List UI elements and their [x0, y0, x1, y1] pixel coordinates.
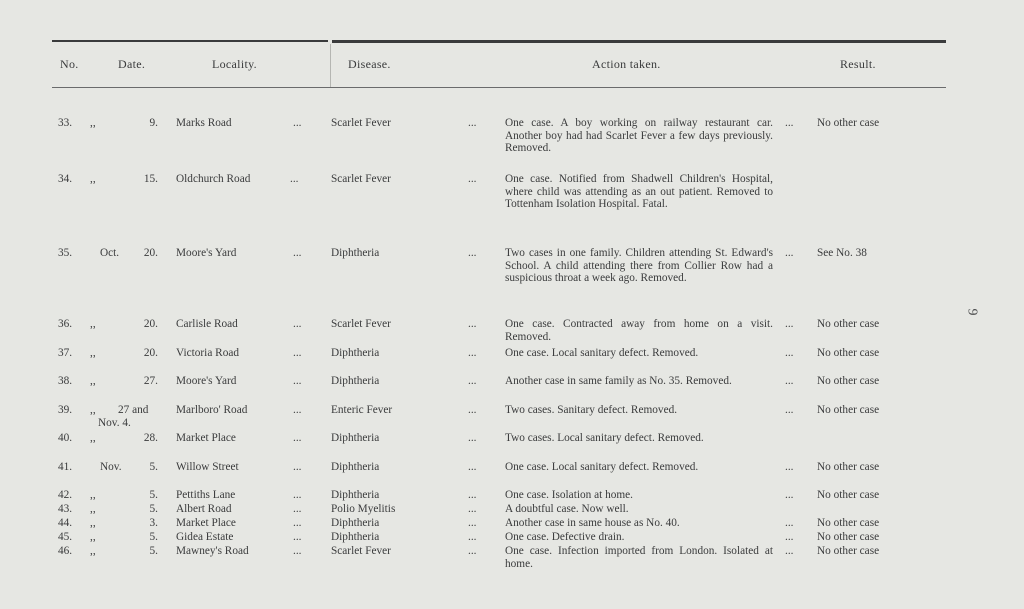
row-disease: Scarlet Fever: [331, 545, 391, 557]
row-action: One case. Infection imported from London. Isolated at home.: [505, 545, 773, 570]
leader-dots: ...: [785, 489, 794, 501]
leader-dots: ...: [468, 503, 477, 515]
leader-dots: ...: [785, 531, 794, 543]
row-month: ,,: [90, 503, 96, 515]
row-number: 43.: [58, 503, 73, 515]
row-result: No other case: [817, 117, 880, 129]
row-disease: Diphtheria: [331, 347, 380, 359]
leader-dots: ...: [293, 531, 302, 543]
row-action: Two cases. Sanitary defect. Removed.: [505, 404, 678, 416]
leader-dots: ...: [468, 489, 477, 501]
leader-dots: ...: [785, 545, 794, 557]
row-locality: Market Place: [176, 432, 236, 444]
row-locality: Willow Street: [176, 461, 239, 473]
row-month: ,,: [90, 173, 96, 185]
leader-dots: ...: [785, 318, 794, 330]
row-action: Another case in same house as No. 40.: [505, 517, 680, 529]
row-day: 5.: [149, 545, 158, 557]
row-locality: Albert Road: [176, 503, 232, 515]
row-number: 35.: [58, 247, 73, 259]
leader-dots: ...: [293, 347, 302, 359]
row-disease: Polio Myelitis: [331, 503, 396, 515]
row-month: ,,: [90, 347, 96, 359]
leader-dots: ...: [468, 404, 477, 416]
row-date-continuation: Nov. 4.: [98, 416, 131, 429]
header-action: Action taken.: [592, 57, 661, 71]
leader-dots: ...: [293, 503, 302, 515]
leader-dots: ...: [468, 173, 477, 185]
row-number: 33.: [58, 117, 73, 129]
row-locality: Moore's Yard: [176, 247, 237, 259]
top-rule-right: [332, 40, 946, 43]
leader-dots: ...: [468, 347, 477, 359]
row-result: See No. 38: [817, 247, 867, 259]
row-number: 34.: [58, 173, 73, 185]
leader-dots: ...: [293, 461, 302, 473]
leader-dots: ...: [468, 432, 477, 444]
row-month: ,,: [90, 489, 96, 501]
leader-dots: ...: [785, 517, 794, 529]
row-month: ,,: [90, 531, 96, 543]
leader-dots: ...: [468, 545, 477, 557]
leader-dots: ...: [293, 517, 302, 529]
row-action: One case. Isolation at home.: [505, 489, 633, 501]
header-rule: [52, 87, 946, 88]
leader-dots: ...: [785, 117, 794, 129]
leader-dots: ...: [785, 375, 794, 387]
row-action: Two cases. Local sanitary defect. Removed.: [505, 432, 704, 444]
leader-dots: ...: [293, 318, 302, 330]
header-result: Result.: [840, 57, 876, 71]
row-month: Oct.: [100, 247, 120, 259]
row-disease: Scarlet Fever: [331, 117, 391, 129]
row-day: 9.: [149, 117, 158, 129]
page-number: 9: [964, 308, 980, 316]
row-month: ,,: [90, 432, 96, 444]
row-day: 20.: [143, 347, 158, 359]
row-action: Another case in same family as No. 35. Removed.: [505, 375, 732, 387]
row-action: One case. Local sanitary defect. Removed.: [505, 347, 699, 359]
row-result: No other case: [817, 461, 880, 473]
row-day: 20.: [143, 318, 158, 330]
row-disease: Enteric Fever: [331, 404, 393, 416]
row-disease: Diphtheria: [331, 375, 380, 387]
leader-dots: ...: [293, 545, 302, 557]
row-day: 15.: [143, 173, 158, 185]
leader-dots: ...: [468, 517, 477, 529]
leader-dots: ...: [785, 461, 794, 473]
row-disease: Diphtheria: [331, 517, 380, 529]
row-action: One case. Contracted away from home on a visit. Removed.: [505, 318, 773, 343]
row-disease: Diphtheria: [331, 531, 380, 543]
row-number: 42.: [58, 489, 73, 501]
row-day: 5.: [149, 503, 158, 515]
leader-dots: ...: [293, 404, 302, 416]
row-locality: Gidea Estate: [176, 531, 234, 543]
row-disease: Diphtheria: [331, 461, 380, 473]
row-locality: Mawney's Road: [176, 545, 249, 557]
column-separator: [330, 44, 331, 87]
leader-dots: ...: [293, 375, 302, 387]
row-day: 27.: [143, 375, 158, 387]
leader-dots: ...: [785, 404, 794, 416]
leader-dots: ...: [468, 247, 477, 259]
leader-dots: ...: [785, 347, 794, 359]
row-disease: Scarlet Fever: [331, 173, 391, 185]
row-locality: Carlisle Road: [176, 318, 238, 330]
row-result: No other case: [817, 489, 880, 501]
row-action: A doubtful case. Now well.: [505, 503, 629, 515]
row-number: 46.: [58, 545, 73, 557]
row-day: 3.: [149, 517, 158, 529]
row-disease: Diphtheria: [331, 247, 380, 259]
row-disease: Scarlet Fever: [331, 318, 391, 330]
row-locality: Pettiths Lane: [176, 489, 236, 501]
row-day: 5.: [149, 489, 158, 501]
row-number: 37.: [58, 347, 73, 359]
row-day: 27 and: [118, 404, 149, 416]
row-result: No other case: [817, 531, 880, 543]
row-number: 36.: [58, 318, 73, 330]
header-locality: Locality.: [212, 57, 257, 71]
header-date: Date.: [118, 57, 146, 71]
leader-dots: ...: [290, 173, 299, 185]
row-locality: Marks Road: [176, 117, 232, 129]
row-result: No other case: [817, 318, 880, 330]
row-result: No other case: [817, 404, 880, 416]
leader-dots: ...: [293, 117, 302, 129]
row-number: 44.: [58, 517, 73, 529]
row-number: 38.: [58, 375, 73, 387]
row-locality: Victoria Road: [176, 347, 240, 359]
leader-dots: ...: [293, 247, 302, 259]
row-number: 40.: [58, 432, 73, 444]
leader-dots: ...: [293, 432, 302, 444]
row-month: ,,: [90, 517, 96, 529]
leader-dots: ...: [468, 117, 477, 129]
row-number: 45.: [58, 531, 73, 543]
row-result: No other case: [817, 347, 880, 359]
row-month: ,,: [90, 404, 96, 416]
row-month: ,,: [90, 545, 96, 557]
row-locality: Marlboro' Road: [176, 404, 248, 416]
row-month: ,,: [90, 318, 96, 330]
leader-dots: ...: [468, 461, 477, 473]
row-action: One case. A boy working on railway restaurant car. Another boy had had Scarlet Fever a few days previously. Removed.: [505, 117, 773, 155]
row-action: One case. Defective drain.: [505, 531, 625, 543]
leader-dots: ...: [468, 531, 477, 543]
row-number: 39.: [58, 404, 73, 416]
row-day: 20.: [143, 247, 158, 259]
row-action: Two cases in one family. Children attending St. Edward's School. A child attending there from Collier Row had a suspicious throat a week ago. Removed.: [505, 247, 773, 285]
row-day: 28.: [143, 432, 158, 444]
row-result: No other case: [817, 545, 880, 557]
row-locality: Market Place: [176, 517, 236, 529]
header-disease: Disease.: [348, 57, 391, 71]
row-result: No other case: [817, 517, 880, 529]
leader-dots: ...: [468, 375, 477, 387]
row-day: 5.: [149, 461, 158, 473]
row-number: 41.: [58, 461, 73, 473]
header-no: No.: [60, 57, 79, 71]
row-month: ,,: [90, 117, 96, 129]
row-month: ,,: [90, 375, 96, 387]
leader-dots: ...: [468, 318, 477, 330]
row-disease: Diphtheria: [331, 489, 380, 501]
row-month: Nov.: [100, 461, 122, 473]
leader-dots: ...: [785, 247, 794, 259]
row-result: No other case: [817, 375, 880, 387]
row-action: One case. Notified from Shadwell Children's Hospital, where child was attending as an out patient. Removed to Tottenham Isolation Hospital. Fatal.: [505, 173, 773, 211]
leader-dots: ...: [293, 489, 302, 501]
row-disease: Diphtheria: [331, 432, 380, 444]
row-action: One case. Local sanitary defect. Removed.: [505, 461, 699, 473]
row-locality: Oldchurch Road: [176, 173, 251, 185]
top-rule-left: [52, 40, 328, 42]
row-locality: Moore's Yard: [176, 375, 237, 387]
row-day: 5.: [149, 531, 158, 543]
